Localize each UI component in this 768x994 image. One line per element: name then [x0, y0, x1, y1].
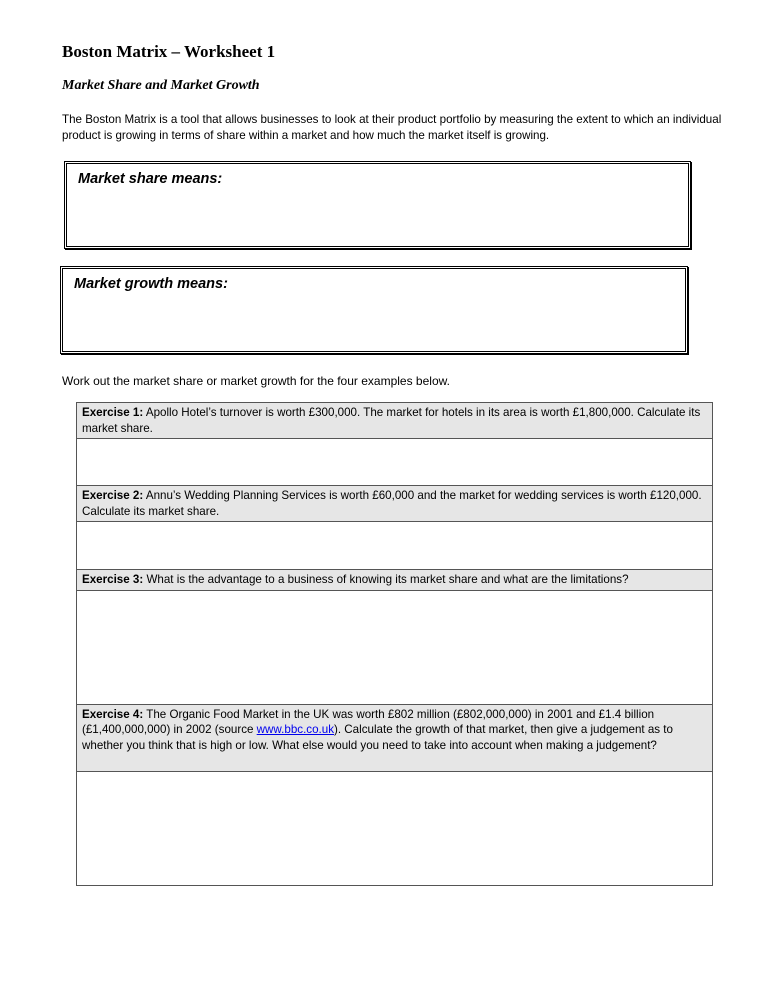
exercise-2-question: [77, 486, 713, 522]
exercise-3-text: What is the advantage to a business of knowing its market share and what are the limitations?: [143, 573, 629, 586]
exercise-1-label: Exercise 1:: [82, 406, 144, 419]
exercise-3-answer-area[interactable]: [77, 590, 713, 704]
market-share-box[interactable]: [64, 161, 691, 249]
exercise-2-question-row: [77, 486, 713, 522]
exercise-4-text-before: The Organic Food Market in the UK was worth £802 million (£802,000,000) in 2001 and £1.4 billion (£1,400,000,000) in 2002 (source: [82, 707, 655, 736]
exercise-3-question-row: [77, 570, 713, 591]
market-share-label: Market share means:: [78, 171, 223, 187]
exercise-1-question: [77, 403, 713, 439]
exercise-3-answer-row: [77, 590, 713, 704]
intro-paragraph: The Boston Matrix is a tool that allows businesses to look at their product portfolio by measuring the extent to which an individual product is growing in terms of share within a market and how much the market itself is growing.: [62, 113, 722, 142]
exercise-4-text-after: ). Calculate the growth of that market, then give a judgement as to whether you think that is high or low. What else would you need to take into account when making a judgement?: [82, 723, 673, 752]
bbc-source-link[interactable]: www.bbc.co.uk: [256, 723, 334, 736]
exercise-4-answer-area[interactable]: [77, 771, 713, 885]
exercise-1-question-row: [77, 403, 713, 439]
exercise-2-answer-row: [77, 522, 713, 570]
exercise-2-text: Annu’s Wedding Planning Services is worth £60,000 and the market for wedding services is worth £120,000. Calculate its market share.: [82, 489, 702, 518]
worksheet-subtitle: Market Share and Market Growth: [62, 78, 260, 93]
exercise-4-label: Exercise 4:: [82, 707, 144, 721]
worksheet-title: Boston Matrix – Worksheet 1: [62, 42, 276, 61]
exercise-3-label: Exercise 3:: [82, 573, 144, 586]
exercise-4-question: [77, 704, 713, 771]
exercises-table: [76, 402, 713, 886]
instruction-text: Work out the market share or market growth for the four examples below.: [62, 374, 450, 388]
exercise-1-text: Apollo Hotel’s turnover is worth £300,000. The market for hotels in its area is worth £1,800,000. Calculate its market share.: [82, 406, 701, 435]
exercise-4-answer-row: [77, 771, 713, 885]
exercise-3-question: [77, 570, 713, 591]
exercise-2-answer-area[interactable]: [77, 522, 713, 570]
market-growth-box[interactable]: [60, 266, 688, 354]
exercise-1-answer-area[interactable]: [77, 439, 713, 486]
exercise-2-label: Exercise 2:: [82, 489, 144, 502]
exercise-1-answer-row: [77, 439, 713, 486]
market-growth-label: Market growth means:: [74, 276, 228, 292]
exercise-4-question-row: [77, 704, 713, 771]
